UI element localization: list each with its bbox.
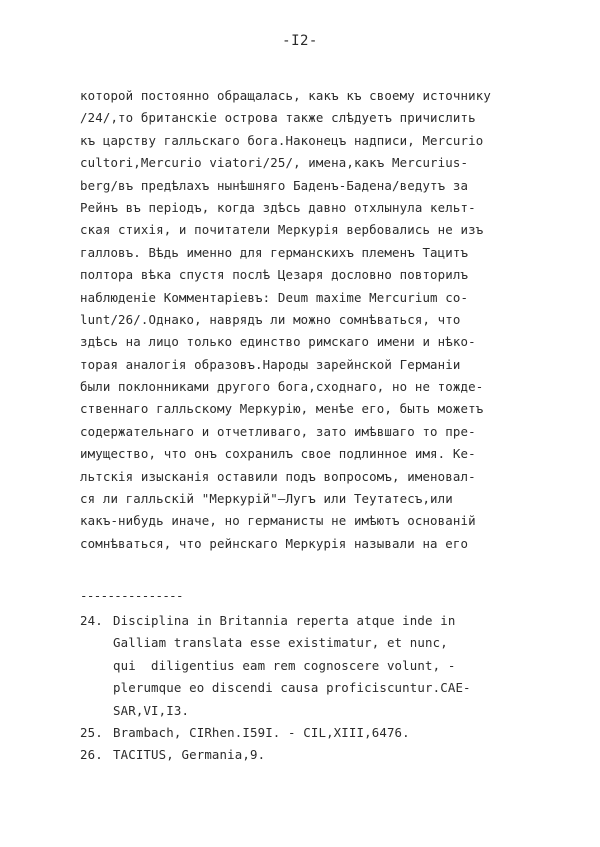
body-line: которой постоянно обращалась, какъ къ своему источнику [80,88,491,103]
body-line: какъ-нибудь иначе, но германисты не имѣютъ основаній [80,513,476,529]
body-line: галловъ. Вѣдь именно для германскихъ племенъ Тацитъ [80,244,469,260]
footnote-text: Galliam translata esse existimatur, et nunc, [113,635,448,651]
footnote-number: 24. [80,613,103,628]
body-line: Рейнъ въ періодъ, когда здѣсь давно отхлынула кельт- [80,199,476,215]
footnote-text: Brambach, CIRhen.I59I. - CIL,XIII,6476. [113,724,410,740]
footnote-24-continuation [80,632,560,654]
footnotes [80,610,560,767]
body-line: имущество, что онъ сохранилъ свое подлинное имя. Ке- [80,446,476,462]
body-line: /24/,то британскіе острова также слѣдуетъ причислить [80,110,476,126]
body-line: наблюденіе Комментаріевъ: Deum maxime Mercurium co- [80,289,469,305]
body-line: содержательнаго и отчетливаго, зато имѣвшаго то пре- [80,423,476,439]
footnote-text: Disciplina in Britannia reperta atque inde in [113,613,456,628]
footnote-25 [80,722,560,744]
footnote-number: 26. [80,747,103,763]
footnote-number: 25. [80,724,103,740]
page-number: -I2- [282,33,318,49]
footnote-separator: --------------- [80,588,183,603]
footnote-text: plerumque eo discendi causa proficiscuntur.CAE- [113,680,471,696]
footnote-24-continuation [80,655,560,677]
footnote-text: SAR,VI,I3. [113,702,190,718]
body-line: льтскія изысканія оставили подъ вопросомъ, именовал- [80,468,476,484]
footnote-text: qui diligentius eam rem cognoscere volunt, - [113,657,456,673]
body-line: полтора вѣка спустя послѣ Цезаря дословно повторилъ [80,267,469,283]
body-line: ся ли галльскій "Меркурій"—Лугъ или Теутатесъ,или [80,491,453,507]
body-line: ственнаго галльскому Меркурію, менѣе его, быть можетъ [80,401,484,417]
body-line: ская стихія, и почитатели Меркурія вербовались не изъ [80,222,484,238]
footnote-24 [80,610,560,632]
body-line: были поклонниками другого бога,сходнаго, но не тожде- [80,379,484,395]
body-line: торая аналогія образовъ.Народы зарейнской Германіи [80,356,461,372]
footnote-text: TACITUS, Germania,9. [113,747,266,763]
body-line: сомнѣваться, что рейнскаго Меркурія называли на его [80,535,469,551]
body-line: здѣсь на лицо только единство римскаго имени и нѣко- [80,334,476,350]
footnote-24-continuation [80,677,560,699]
body-line: cultori,Mercurio viatori/25/, имена,какъ Mercurius- [80,155,469,171]
footnote-24-continuation [80,700,560,722]
footnote-26 [80,744,560,766]
body-line: berg/въ предѣлахъ нынѣшняго Баденъ-Бадена/ведутъ за [80,177,469,193]
body-line: lunt/26/.Однако, наврядъ ли можно сомнѣваться, что [80,311,461,327]
body-text [80,85,560,555]
body-line: къ царству галльскаго бога.Наконецъ надписи, Mercurio [80,132,484,148]
